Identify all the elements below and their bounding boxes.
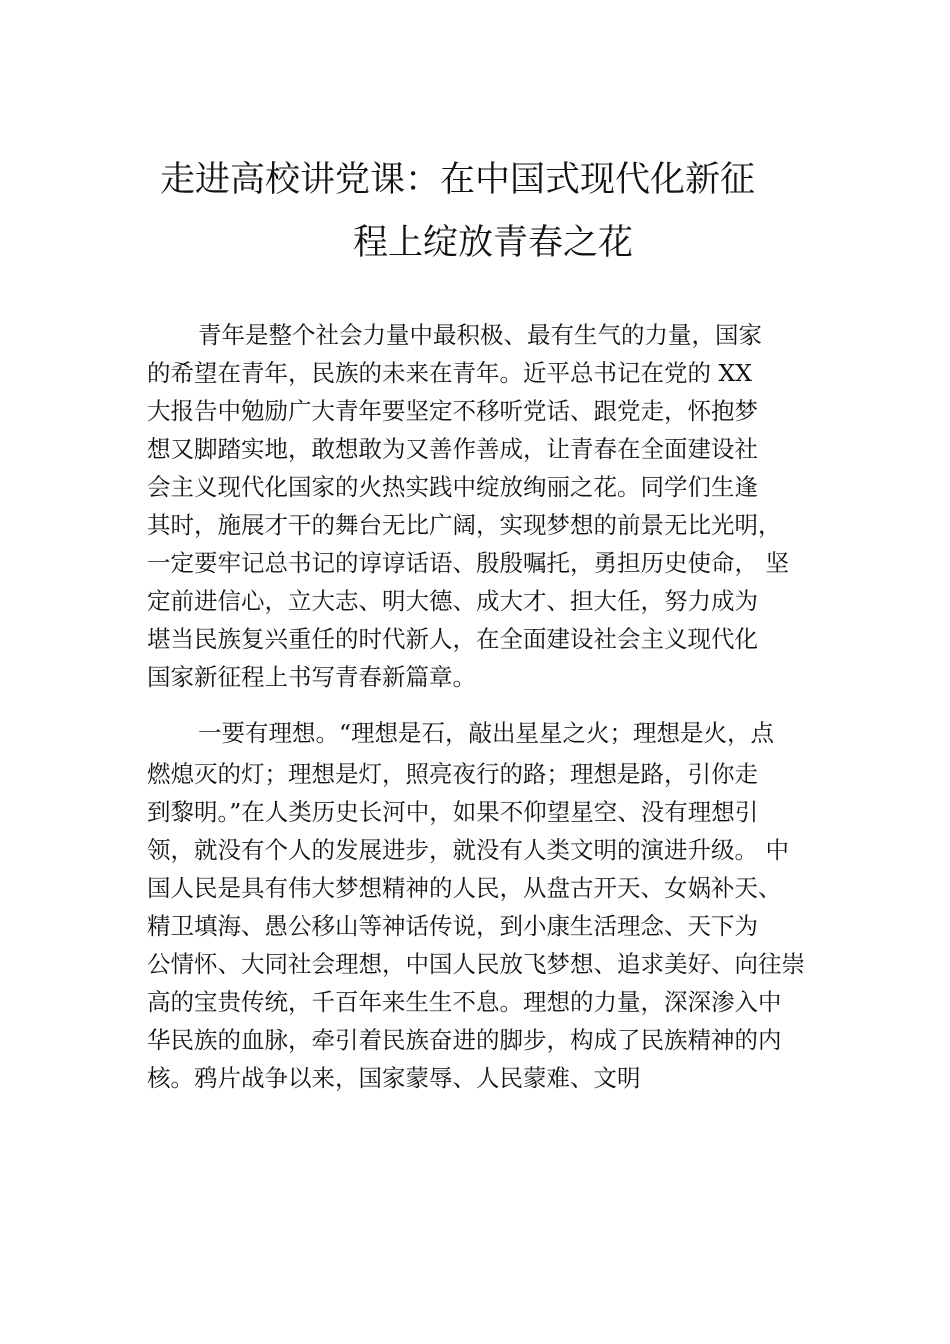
text-line: 定前进信心，立大志、明大德、成大才、担大任，努力成为 bbox=[147, 587, 758, 615]
document-title-line-2: 程上绽放青春之花 bbox=[353, 223, 634, 263]
text-line: 公情怀、大同社会理想，中国人民放飞梦想、追求美好、向往崇 bbox=[147, 950, 805, 978]
text-line: 大报告中勉励广大青年要坚定不移听党话、跟党走，怀抱梦 bbox=[147, 397, 758, 425]
text-line: 其时，施展才干的舞台无比广阔，实现梦想的前景无比光明， bbox=[147, 511, 782, 539]
text-line: 国家新征程上书写青春新篇章。 bbox=[147, 663, 476, 691]
text-line: 核。鸦片战争以来，国家蒙辱、人民蒙难、文明 bbox=[147, 1064, 641, 1092]
text-line: 国人民是具有伟大梦想精神的人民，从盘古开天、女娲补天、 bbox=[147, 874, 782, 902]
text-line: 高的宝贵传统，千百年来生生不息。理想的力量，深深渗入中 bbox=[147, 988, 782, 1016]
text-line: 堪当民族复兴重任的时代新人，在全面建设社会主义现代化 bbox=[147, 625, 758, 653]
text-line: 一定要牢记总书记的谆谆话语、殷殷嘱托，勇担历史使命， 坚 bbox=[147, 549, 789, 577]
text-line: 到黎明。”在人类历史长河中，如果不仰望星空、没有理想引 bbox=[147, 798, 759, 826]
text-line: 精卫填海、愚公移山等神话传说，到小康生活理念、天下为 bbox=[147, 912, 758, 940]
text-line: 华民族的血脉，牵引着民族奋进的脚步，构成了民族精神的内 bbox=[147, 1026, 782, 1054]
text-line: 领，就没有个人的发展进步，就没有人类文明的演进升级。 中 bbox=[147, 836, 789, 864]
document-title-line-1: 走进高校讲党课：在中国式现代化新征 bbox=[160, 160, 756, 200]
text-line: 想又脚踏实地，敢想敢为又善作善成，让青春在全面建设社 bbox=[147, 435, 758, 463]
text-line: 青年是整个社会力量中最积极、最有生气的力量，国家 bbox=[198, 321, 762, 349]
text-line: 的希望在青年，民族的未来在青年。近平总书记在党的 XX bbox=[147, 359, 752, 387]
text-line: 会主义现代化国家的火热实践中绽放绚丽之花。同学们生逢 bbox=[147, 473, 758, 501]
text-line: 一要有理想。“理想是石，敲出星星之火；理想是火，点 bbox=[198, 719, 775, 747]
text-line: 燃熄灭的灯；理想是灯，照亮夜行的路；理想是路，引你走 bbox=[147, 760, 758, 788]
